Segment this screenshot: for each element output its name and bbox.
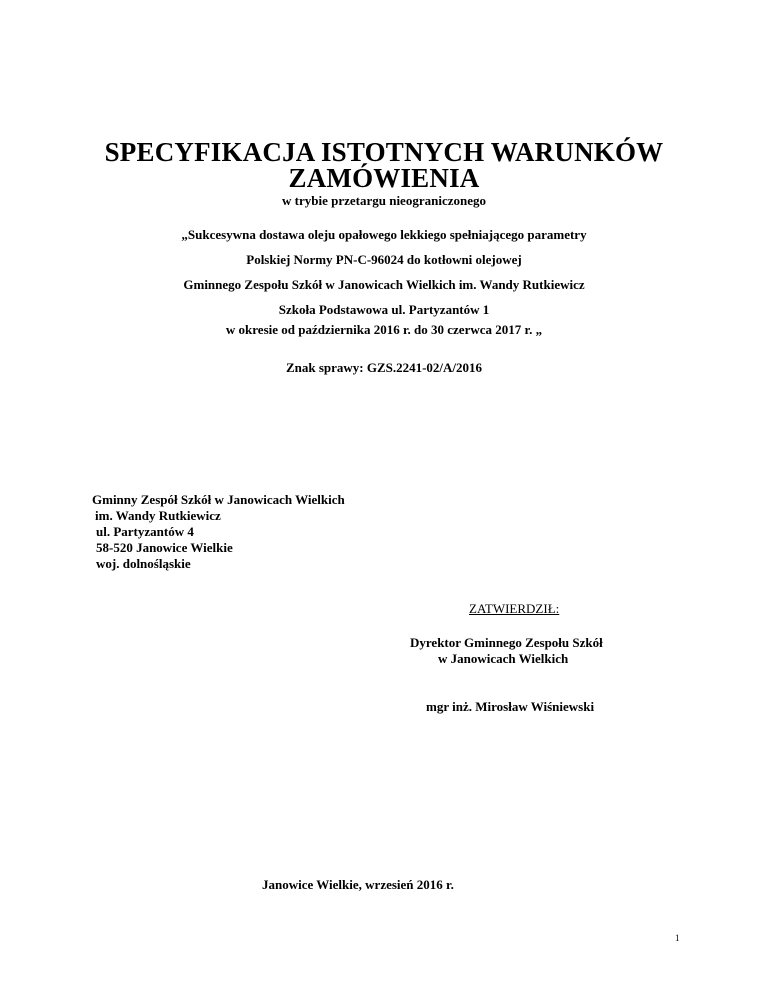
address-line4: 58-520 Janowice Wielkie xyxy=(96,540,233,555)
document-title-line1: SPECYFIKACJA ISTOTNYCH WARUNKÓW xyxy=(104,137,664,167)
procedure-mode: w trybie przetargu nieograniczonego xyxy=(282,193,486,208)
contracting-authority-address xyxy=(92,492,345,572)
document-title-line2: ZAMÓWIENIA xyxy=(288,163,480,193)
place-and-date: Janowice Wielkie, wrzesień 2016 r. xyxy=(262,877,454,892)
address-line3: ul. Partyzantów 4 xyxy=(96,524,194,539)
subject-line5: w okresie od października 2016 r. do 30 czerwca 2017 r. „ xyxy=(225,322,543,337)
subject-line1: „Sukcesywna dostawa oleju opałowego lekkiego spełniającego parametry xyxy=(181,227,587,242)
subject-line3: Gminnego Zespołu Szkół w Janowicach Wielkich im. Wandy Rutkiewicz xyxy=(183,277,585,292)
approval-label: ZATWIERDZIŁ: xyxy=(469,601,560,616)
approver-role-line2: w Janowicach Wielkich xyxy=(438,651,569,666)
subject-line2: Polskiej Normy PN-C-96024 do kotłowni olejowej xyxy=(246,252,522,267)
address-line2: im. Wandy Rutkiewicz xyxy=(95,508,221,523)
address-line1: Gminny Zespół Szkół w Janowicach Wielkich xyxy=(92,492,345,507)
address-line5: woj. dolnośląskie xyxy=(96,556,191,571)
page-number: 1 xyxy=(675,933,680,943)
case-number: Znak sprawy: GZS.2241-02/A/2016 xyxy=(285,360,483,375)
approver-role-line1: Dyrektor Gminnego Zespołu Szkół xyxy=(410,635,603,650)
subject-line4: Szkoła Podstawowa ul. Partyzantów 1 xyxy=(278,302,490,317)
signatory-name: mgr inż. Mirosław Wiśniewski xyxy=(426,699,595,714)
